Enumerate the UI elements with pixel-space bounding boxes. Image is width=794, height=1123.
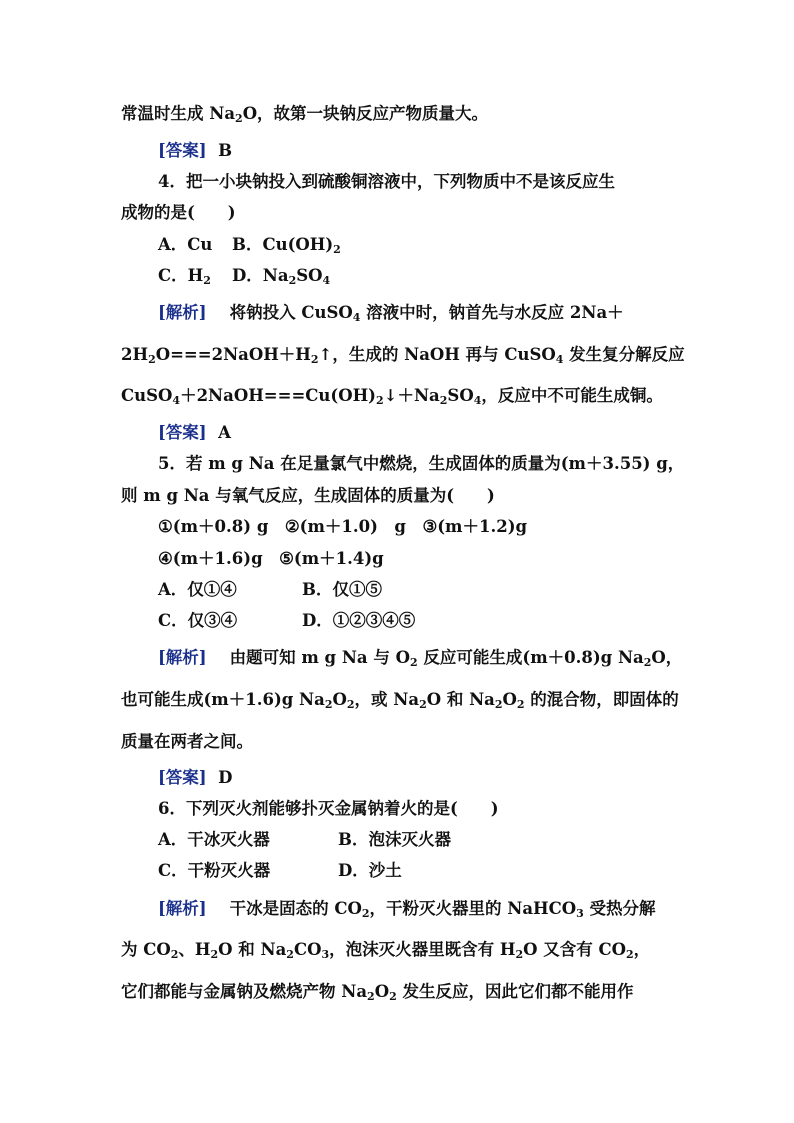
q6-option-a: A．干冰灭火器 [158,830,270,849]
question-5-choices-2: ④(m＋1.6)g ⑤(m＋1.4)g [158,549,384,568]
explanation-label: [解析] [158,899,207,918]
question-4-line-1: 4．把一小块钠投入到硫酸铜溶液中，下列物质中不是该反应生 [158,172,615,191]
answer-label: [答案] [158,141,207,160]
explanation-5-line-3: 质量在两者之间。 [121,732,253,751]
answer-label: [答案] [158,423,207,442]
question-6-line-1: 6．下列灭火剂能够扑灭金属钠着火的是( ) [158,799,499,818]
explanation-4-line-2: $2H_2O===2NaOH+H_2↑$，生成的 NaOH 再与 CuSO$_4$ 发生复分解反应 [121,345,685,366]
q5-option-b: B．仅①⑤ [302,580,382,599]
q6-option-d: D．沙土 [338,861,402,880]
answer-line: [答案] A [158,423,231,442]
answer-line: [答案] D [158,768,233,787]
answer-line: [答案] B [158,141,233,160]
q5-option-a: A．仅①④ [158,580,237,599]
answer-label: [答案] [158,768,207,787]
explanation-5-line-1: [解析] 由题可知 m g Na 与 $O_2$ 反应可能生成(m＋0.8)g $Na_2O$， [158,648,683,669]
q4-option-a: A．Cu [158,235,213,254]
explanation-label: [解析] [158,303,207,322]
q4-option-c: C．$H_2$ [158,266,211,287]
explanation-6-line-3: 它们都能与金属钠及燃烧产物 $Na_2O_2$ 发生反应，因此它们都不能用作 [121,982,634,1003]
explanation-5-line-2: 也可能生成(m＋1.6)g $Na_2O_2$，或 $Na_2O$ 和 $Na_2O_2$ 的混合物，即固体的 [121,690,679,711]
explanation-6-line-1: [解析] 干冰是固态的 $CO_2$，干粉灭火器里的 NaHCO$_3$ 受热分解 [158,899,656,920]
text-line: 常温时生成 $Na_2O$，故第一块钠反应产物质量大。 [121,104,489,125]
q6-option-b: B．泡沫灭火器 [338,830,451,849]
q4-option-b: B．$Cu(OH)_2$ [232,235,341,256]
question-5-line-2: 则 m g Na 与氧气反应，生成固体的质量为( ) [121,486,495,505]
explanation-4-line-3: $CuSO_4+2NaOH===Cu(OH)_2↓+Na_2SO_4$，反应中不可能生成铜。 [121,386,663,407]
explanation-6-line-2: 为 $CO_2$、$H_2O$ 和 $Na_2CO_3$，泡沫灭火器里既含有 $H_2O$ 又含有 $CO_2$， [121,940,651,961]
q4-option-d: D．$Na_2SO_4$ [232,266,331,287]
explanation-label: [解析] [158,648,207,667]
explanation-4-line-1: [解析] 将钠投入 CuSO$_4$ 溶液中时，钠首先与水反应 2Na＋ [158,303,624,324]
question-4-line-2: 成物的是( ) [121,203,236,222]
q5-option-d: D．①②③④⑤ [302,611,416,630]
q6-option-c: C．干粉灭火器 [158,861,271,880]
question-5-choices-1: ①(m＋0.8) g ②(m＋1.0) g ③(m＋1.2)g [158,517,528,536]
question-5-line-1: 5．若 m g Na 在足量氯气中燃烧，生成固体的质量为(m＋3.55) g， [158,454,685,473]
q5-option-c: C．仅③④ [158,611,238,630]
